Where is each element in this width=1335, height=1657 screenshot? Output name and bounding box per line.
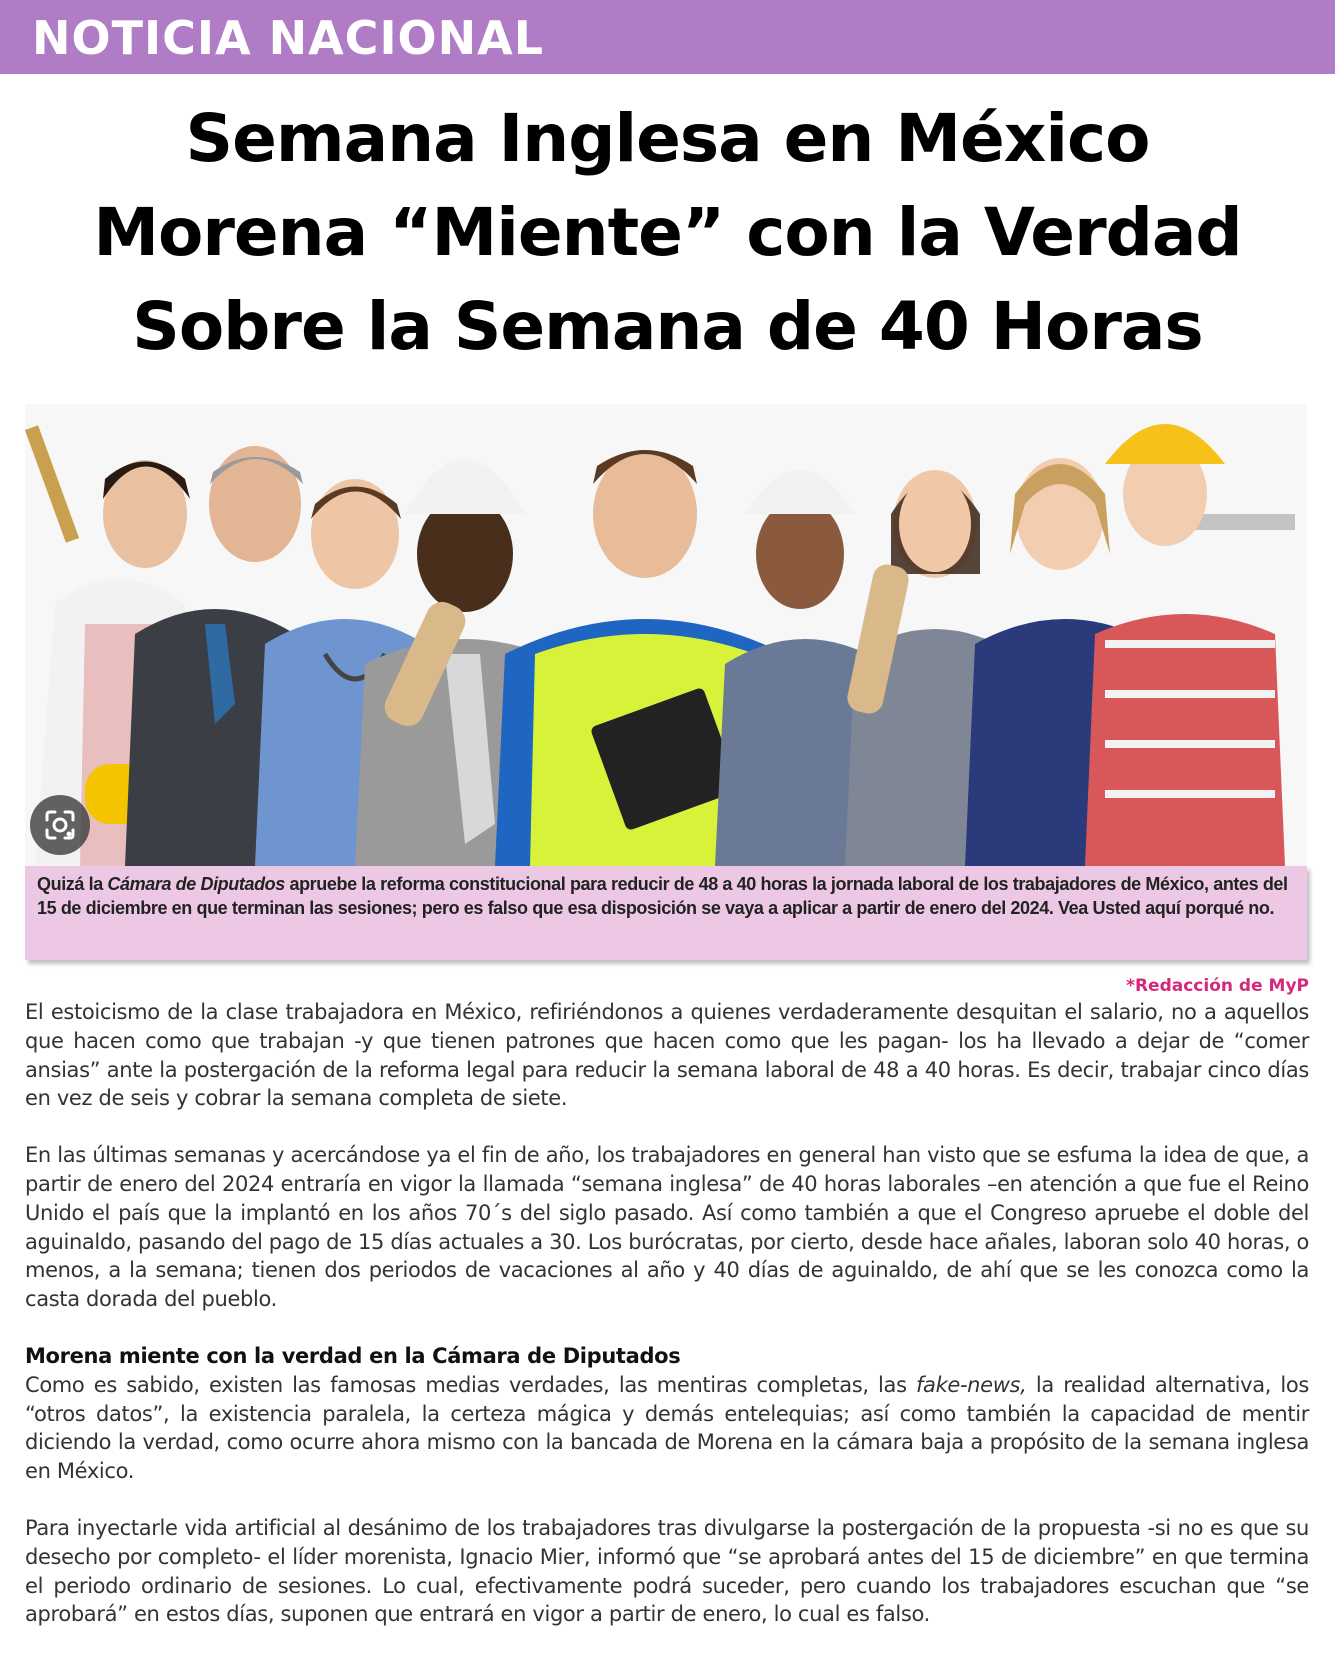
paragraph-3-a: Como es sabido, existen las famosas medias verdades, las mentiras completas, las xyxy=(25,1372,917,1397)
paragraph-3 xyxy=(25,1342,1309,1486)
headline-line-1: Semana Inglesa en México xyxy=(185,100,1150,177)
paragraph-2: En las últimas semanas y acercándose ya el fin de año, los trabajadores en general han visto que se esfuma la idea de que, a partir de enero del 2024 entraría en vigor la llamada “semana inglesa” de 40 horas laborales –en atención a que fue el Reino Unido el país que la implantó en los años 70´s del siglo pasado. Así como también a que el Congreso apruebe el doble del aguinaldo, pasando del pago de 15 días actuales a 30. Los burócratas, por cierto, desde hace añales, laboran solo 40 horas, o menos, a la semana; tienen dos periodos de vacaciones al año y 40 días de aguinaldo, de ahí que se les conozca como la casta dorada del pueblo. xyxy=(25,1143,1309,1312)
caption-rest: apruebe la reforma constitucional para reducir de 48 a 40 horas la jornada laboral de los trabajadores de México, antes del 15 de diciembre en que terminan las sesiones; pero es falso que esa disposición se vaya a aplicar a partir de enero del 2024. Vea Usted aquí porqué no. xyxy=(37,874,1288,918)
paragraph-4: Para inyectarle vida artificial al desánimo de los trabajadores tras divulgarse la postergación de la propuesta -si no es que su desecho por completo- el líder morenista, Ignacio Mier, informó que “se aprobará antes del 15 de diciembre” en que termina el periodo ordinario de sesiones. Lo cual, efectivamente podrá suceder, pero cuando los trabajadores escuchan que “se aprobará” en estos días, suponen que entrará en vigor a partir de enero, lo cual es falso. xyxy=(25,1515,1309,1627)
section-banner xyxy=(0,0,1335,74)
section-subhead: Morena miente con la verdad en la Cámara de Diputados xyxy=(25,1343,681,1368)
caption-prefix: Quizá la xyxy=(37,874,108,894)
headline xyxy=(0,92,1335,374)
byline: *Redacción de MyP xyxy=(1126,976,1309,996)
paragraph-1: El estoicismo de la clase trabajadora en México, refiriéndonos a quienes verdaderamente desquitan el salario, no a aquellos que hacen como que trabajan -y que tienen patrones que hacen como que les pagan- los ha llevado a dejar de “comer ansias” ante la postergación de la reforma legal para reducir la semana laboral de 48 a 40 horas. Es decir, trabajar cinco días en vez de seis y cobrar la semana completa de siete. xyxy=(25,1000,1309,1111)
workers-photo xyxy=(25,404,1307,866)
caption-italic: Cámara de Diputados xyxy=(107,874,285,894)
headline-line-3: Sobre la Semana de 40 Horas xyxy=(132,288,1203,365)
photo-caption xyxy=(37,872,1295,920)
paragraph-3-b: la realidad alternativa, los “otros datos”, la existencia paralela, la certeza mágica y demás entelequias; así como también la capacidad de mentir diciendo la verdad, como ocurre ahora mismo con la bancada de Morena en la cámara baja a propósito de la semana inglesa en México. xyxy=(25,1372,1309,1484)
photo-caption-box xyxy=(25,866,1307,960)
workers-illustration xyxy=(25,404,1307,866)
google-lens-button[interactable] xyxy=(30,795,90,855)
section-label: NOTICIA NACIONAL xyxy=(32,11,545,65)
article-body xyxy=(25,998,1309,1657)
headline-line-2: Morena “Miente” con la Verdad xyxy=(93,194,1242,271)
google-lens-icon xyxy=(43,808,77,842)
paragraph-3-italic: fake-news, xyxy=(916,1372,1027,1397)
